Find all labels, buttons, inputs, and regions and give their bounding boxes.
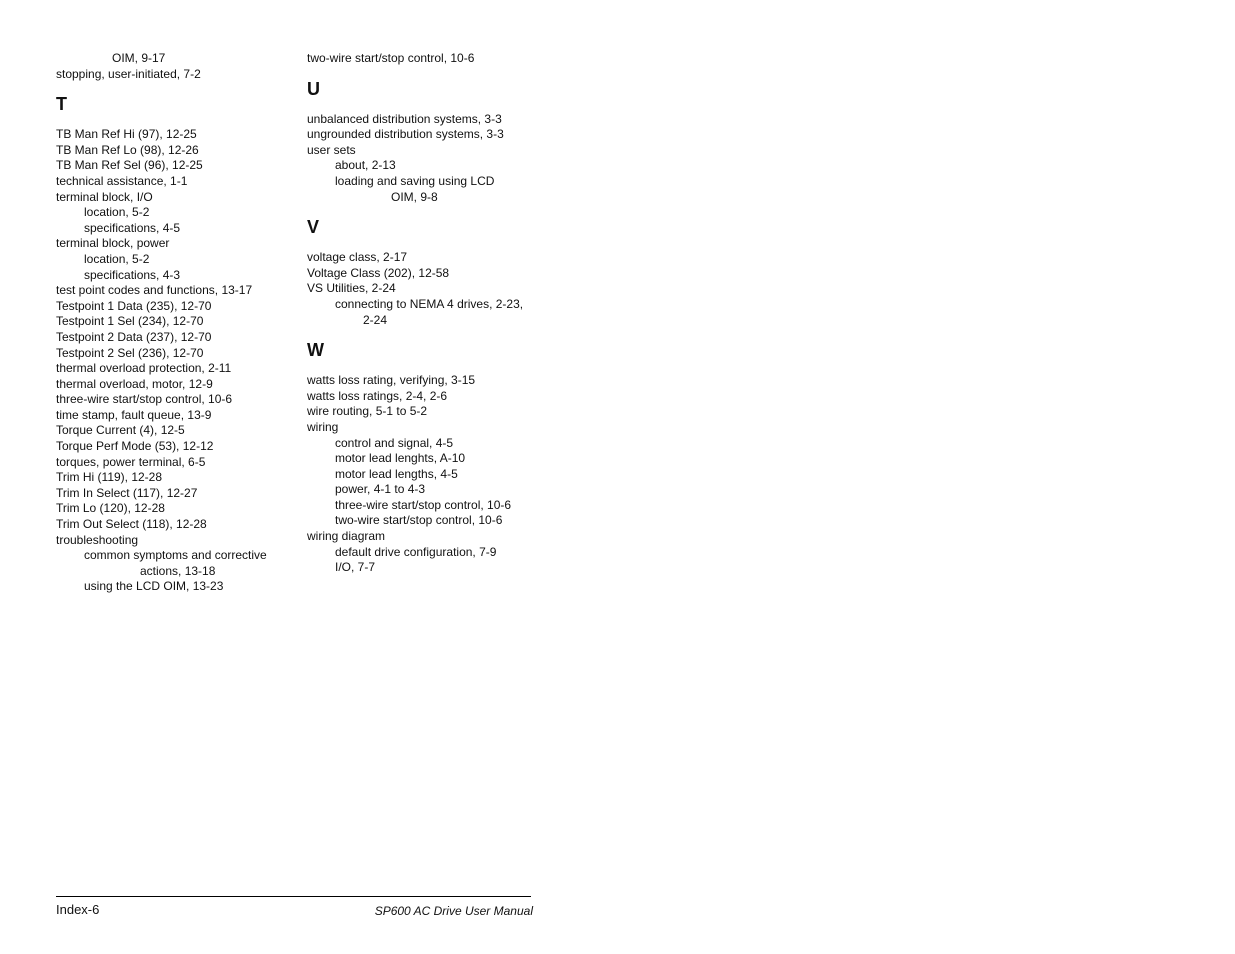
index-entry: Trim Lo (120), 12-28 bbox=[56, 501, 165, 516]
index-subentry: actions, 13-18 bbox=[140, 563, 216, 578]
index-entry: watts loss rating, verifying, 3-15 bbox=[307, 373, 476, 388]
index-entry: ungrounded distribution systems, 3-3 bbox=[307, 127, 504, 142]
index-subentry: common symptoms and corrective bbox=[84, 548, 267, 563]
index-entry: Trim Hi (119), 12-28 bbox=[56, 470, 163, 485]
index-subentry: OIM, 9-8 bbox=[391, 189, 438, 204]
index-entry: Testpoint 1 Data (235), 12-70 bbox=[56, 298, 212, 313]
index-entry: thermal overload protection, 2-11 bbox=[56, 361, 232, 376]
index-entry: two-wire start/stop control, 10-6 bbox=[307, 51, 475, 65]
index-entry: Testpoint 2 Sel (236), 12-70 bbox=[56, 345, 204, 360]
index-entry: troubleshooting bbox=[56, 532, 139, 547]
index-entry: unbalanced distribution systems, 3-3 bbox=[307, 111, 502, 126]
index-subentry: I/O, 7-7 bbox=[335, 560, 376, 575]
index-entry: test point codes and functions, 13-17 bbox=[56, 283, 253, 298]
index-subentry: about, 2-13 bbox=[335, 158, 396, 173]
index-column-left bbox=[56, 51, 296, 595]
index-entry: torques, power terminal, 6-5 bbox=[56, 454, 206, 469]
footer-page-label: Index-6 bbox=[56, 902, 100, 917]
index-entry: Testpoint 2 Data (237), 12-70 bbox=[56, 329, 212, 344]
index-section-letter: V bbox=[307, 217, 320, 238]
index-entry: TB Man Ref Sel (96), 12-25 bbox=[56, 158, 203, 173]
index-entry: time stamp, fault queue, 13-9 bbox=[56, 407, 212, 422]
index-subentry: connecting to NEMA 4 drives, 2-23, bbox=[335, 296, 524, 311]
index-entry: wiring diagram bbox=[307, 529, 386, 544]
index-entry: Torque Current (4), 12-5 bbox=[56, 423, 185, 438]
index-entry: wiring bbox=[307, 419, 339, 434]
index-subentry: OIM, 9-17 bbox=[112, 51, 166, 65]
index-entry: TB Man Ref Lo (98), 12-26 bbox=[56, 142, 199, 157]
index-section-letter: T bbox=[56, 94, 67, 115]
index-entry: voltage class, 2-17 bbox=[307, 250, 408, 265]
index-subentry: 2-24 bbox=[363, 312, 388, 327]
index-entry: Torque Perf Mode (53), 12-12 bbox=[56, 439, 214, 454]
footer-rule bbox=[56, 896, 531, 897]
index-subentry: location, 5-2 bbox=[84, 205, 150, 220]
index-section-letter: W bbox=[307, 340, 324, 361]
index-column-right bbox=[307, 51, 547, 576]
index-entry: three-wire start/stop control, 10-6 bbox=[56, 392, 233, 407]
index-subentry: loading and saving using LCD bbox=[335, 173, 495, 188]
index-subentry: three-wire start/stop control, 10-6 bbox=[335, 497, 512, 512]
index-entry: stopping, user-initiated, 7-2 bbox=[56, 66, 201, 81]
index-subentry: motor lead lengths, 4-5 bbox=[335, 466, 458, 481]
index-subentry: two-wire start/stop control, 10-6 bbox=[335, 513, 503, 528]
index-entry: watts loss ratings, 2-4, 2-6 bbox=[307, 388, 448, 403]
index-entry: Trim In Select (117), 12-27 bbox=[56, 485, 198, 500]
index-entry: thermal overload, motor, 12-9 bbox=[56, 376, 213, 391]
index-entry: user sets bbox=[307, 142, 356, 157]
index-subentry: control and signal, 4-5 bbox=[335, 435, 454, 450]
footer-manual-title: SP600 AC Drive User Manual bbox=[374, 904, 533, 918]
index-subentry: motor lead lenghts, A-10 bbox=[335, 451, 466, 466]
index-entry: TB Man Ref Hi (97), 12-25 bbox=[56, 127, 197, 142]
index-subentry: power, 4-1 to 4-3 bbox=[335, 482, 426, 497]
index-entry: Voltage Class (202), 12-58 bbox=[307, 265, 450, 280]
index-entry: technical assistance, 1-1 bbox=[56, 173, 188, 188]
index-subentry: using the LCD OIM, 13-23 bbox=[84, 579, 224, 594]
index-entry: Testpoint 1 Sel (234), 12-70 bbox=[56, 314, 204, 329]
index-entry: wire routing, 5-1 to 5-2 bbox=[307, 404, 428, 419]
index-entry: terminal block, I/O bbox=[56, 189, 153, 204]
index-entry: Trim Out Select (118), 12-28 bbox=[56, 517, 207, 532]
index-section-letter: U bbox=[307, 78, 320, 99]
index-subentry: specifications, 4-3 bbox=[84, 267, 181, 282]
index-subentry: specifications, 4-5 bbox=[84, 220, 181, 235]
index-entry: VS Utilities, 2-24 bbox=[307, 281, 396, 296]
index-subentry: default drive configuration, 7-9 bbox=[335, 544, 497, 559]
index-entry: terminal block, power bbox=[56, 236, 170, 251]
index-subentry: location, 5-2 bbox=[84, 251, 150, 266]
